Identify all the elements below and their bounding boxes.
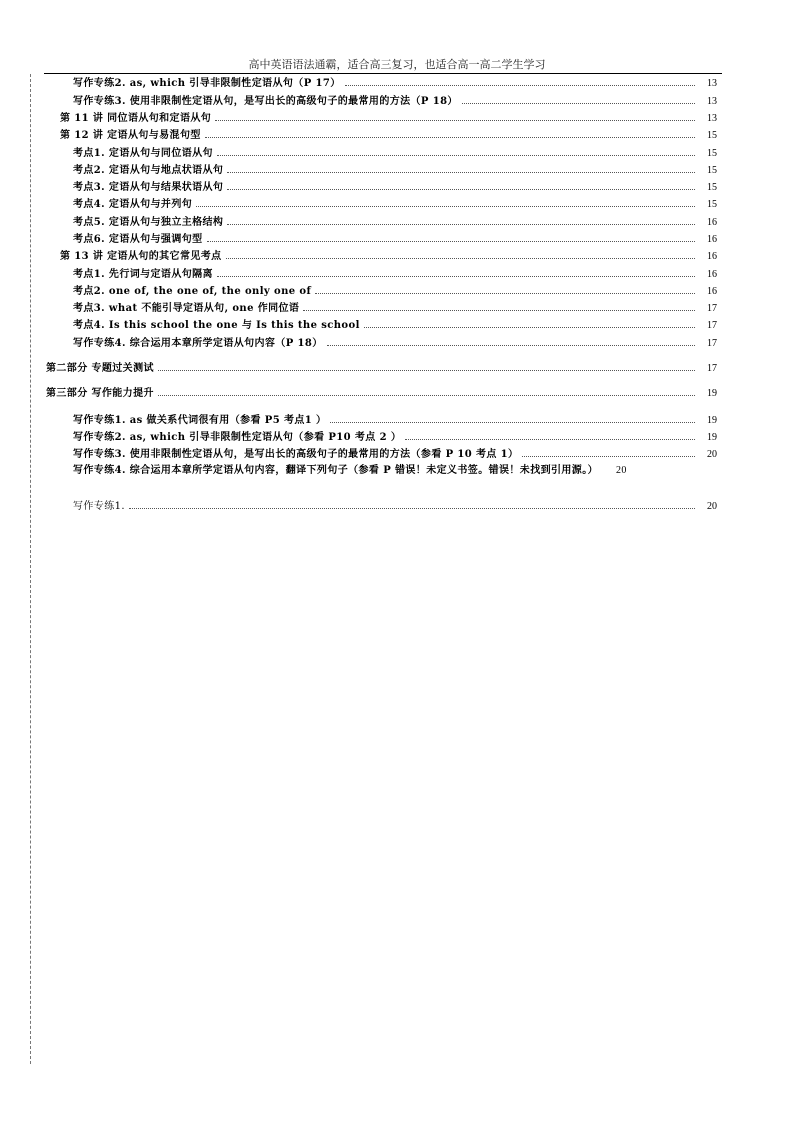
- toc-entry[interactable]: [73, 181, 717, 195]
- toc-entry-title: 写作专练1.: [73, 501, 125, 512]
- toc-entry-title: 考点3. what 不能引导定语从句, one 作同位语: [73, 303, 300, 314]
- toc-entry-page: 13: [707, 113, 717, 124]
- toc-entry-title: 第 13 讲 定语从句的其它常见考点: [60, 251, 222, 262]
- toc-leader: [327, 345, 695, 346]
- toc-entry-page: 16: [707, 234, 717, 245]
- toc-leader: [303, 310, 695, 311]
- toc-entry[interactable]: [60, 129, 717, 143]
- toc-entry[interactable]: [73, 431, 717, 445]
- toc-entry-title: 第 11 讲 同位语从句和定语从句: [60, 113, 212, 124]
- toc-entry-wrapped[interactable]: [73, 462, 717, 479]
- toc-entry-page: 15: [707, 182, 717, 193]
- toc-entry-page: 19: [707, 415, 717, 426]
- toc-entry-page: 20: [616, 465, 627, 476]
- toc-entry-title: 考点2. one of, the one of, the only one of: [73, 286, 312, 297]
- toc-leader: [196, 206, 695, 207]
- toc-entry-title: 写作专练2. as, which 引导非限制性定语从句（参看 P10 考点 2 ）: [73, 432, 402, 443]
- toc-entry-title: 写作专练1. as 做关系代词很有用（参看 P5 考点1 ）: [73, 415, 327, 426]
- toc-entry-title: 考点1. 定语从句与同位语从句: [73, 148, 213, 159]
- toc-leader: [227, 172, 695, 173]
- toc-entry-page: 13: [707, 96, 717, 107]
- toc-entry-page: 20: [707, 449, 717, 460]
- toc-entry-page: 13: [707, 78, 717, 89]
- toc-entry[interactable]: [73, 500, 717, 514]
- toc-entry[interactable]: [60, 250, 717, 264]
- toc-entry-title: 第二部分 专题过关测试: [46, 363, 154, 374]
- toc-entry[interactable]: [73, 268, 717, 282]
- toc-entry-page: 20: [707, 501, 717, 512]
- toc-entry-page: 15: [707, 130, 717, 141]
- toc-entry-page: 15: [707, 148, 717, 159]
- toc-leader: [364, 327, 695, 328]
- toc-entry-title: 考点4. 定语从句与并列句: [73, 199, 193, 210]
- toc-entry-title: 考点4. Is this school the one 与 Is this the school: [73, 320, 360, 331]
- toc-entry[interactable]: [73, 319, 717, 333]
- toc-entry-title: 写作专练2. as, which 引导非限制性定语从句（P 17）: [73, 78, 341, 89]
- toc-entry-title: 写作专练3. 使用非限制性定语从句，是写出长的高级句子的最常用的方法（P 18）: [73, 96, 458, 107]
- toc-entry[interactable]: [73, 198, 717, 212]
- toc-entry-title: 考点2. 定语从句与地点状语从句: [73, 165, 224, 176]
- toc-entry[interactable]: [73, 414, 717, 428]
- toc-entry-page: 15: [707, 199, 717, 210]
- toc-entry-page: 16: [707, 217, 717, 228]
- toc-leader: [226, 258, 695, 259]
- toc-leader: [345, 85, 695, 86]
- toc-leader: [462, 103, 695, 104]
- toc-leader: [158, 370, 695, 371]
- toc-entry-page: 19: [707, 388, 717, 399]
- toc-section[interactable]: [46, 362, 717, 376]
- toc-entry-title: 考点1. 先行词与定语从句隔离: [73, 269, 213, 280]
- toc-entry[interactable]: [73, 337, 717, 351]
- toc-entry-page: 17: [707, 303, 717, 314]
- toc-entry[interactable]: [60, 112, 717, 126]
- toc-leader: [158, 395, 695, 396]
- toc-leader: [227, 189, 695, 190]
- toc-entry-page: 16: [707, 269, 717, 280]
- toc-entry-title: 第三部分 写作能力提升: [46, 388, 154, 399]
- toc-leader: [405, 439, 695, 440]
- toc-entry[interactable]: [73, 216, 717, 230]
- page-header: 高中英语语法通霸，适合高三复习，也适合高一高二学生学习: [248, 58, 546, 71]
- toc-entry[interactable]: [73, 302, 717, 316]
- toc-entry-title: 写作专练4. 综合运用本章所学定语从句内容，翻译下列句子（参看 P 错误！未定义书签。错误！未找到引用源。）: [73, 465, 599, 476]
- toc-entry[interactable]: [73, 95, 717, 109]
- toc-leader: [330, 422, 695, 423]
- toc-entry-page: 17: [707, 320, 717, 331]
- toc-leader: [217, 276, 695, 277]
- toc-entry-title: 考点5. 定语从句与独立主格结构: [73, 217, 224, 228]
- toc-leader: [227, 224, 695, 225]
- toc-entry-title: 写作专练4. 综合运用本章所学定语从句内容（P 18）: [73, 338, 323, 349]
- toc-entry[interactable]: [73, 147, 717, 161]
- toc-leader: [522, 456, 695, 457]
- toc-entry[interactable]: [73, 164, 717, 178]
- toc-leader: [315, 293, 695, 294]
- toc-entry-title: 第 12 讲 定语从句与易混句型: [60, 130, 201, 141]
- toc-entry-page: 15: [707, 165, 717, 176]
- toc-entry-page: 16: [707, 251, 717, 262]
- toc-entry[interactable]: [73, 233, 717, 247]
- toc-entry-title: 考点3. 定语从句与结果状语从句: [73, 182, 224, 193]
- binding-margin-line: [30, 74, 31, 1064]
- toc-entry-page: 16: [707, 286, 717, 297]
- toc-entry[interactable]: [73, 448, 717, 462]
- toc-leader: [205, 137, 695, 138]
- toc-entry-page: 17: [707, 338, 717, 349]
- toc-leader: [215, 120, 695, 121]
- toc-leader: [129, 508, 695, 509]
- toc-entry[interactable]: [73, 285, 717, 299]
- toc-leader: [207, 241, 695, 242]
- header-divider: [44, 73, 722, 74]
- toc-entry-title: 写作专练3. 使用非限制性定语从句，是写出长的高级句子的最常用的方法（参看 P 10 考点 1）: [73, 449, 519, 460]
- toc-entry-page: 19: [707, 432, 717, 443]
- toc-leader: [217, 155, 695, 156]
- toc-entry-page: 17: [707, 363, 717, 374]
- toc-entry[interactable]: [73, 77, 717, 91]
- toc-entry-title: 考点6. 定语从句与强调句型: [73, 234, 203, 245]
- toc-section[interactable]: [46, 387, 717, 401]
